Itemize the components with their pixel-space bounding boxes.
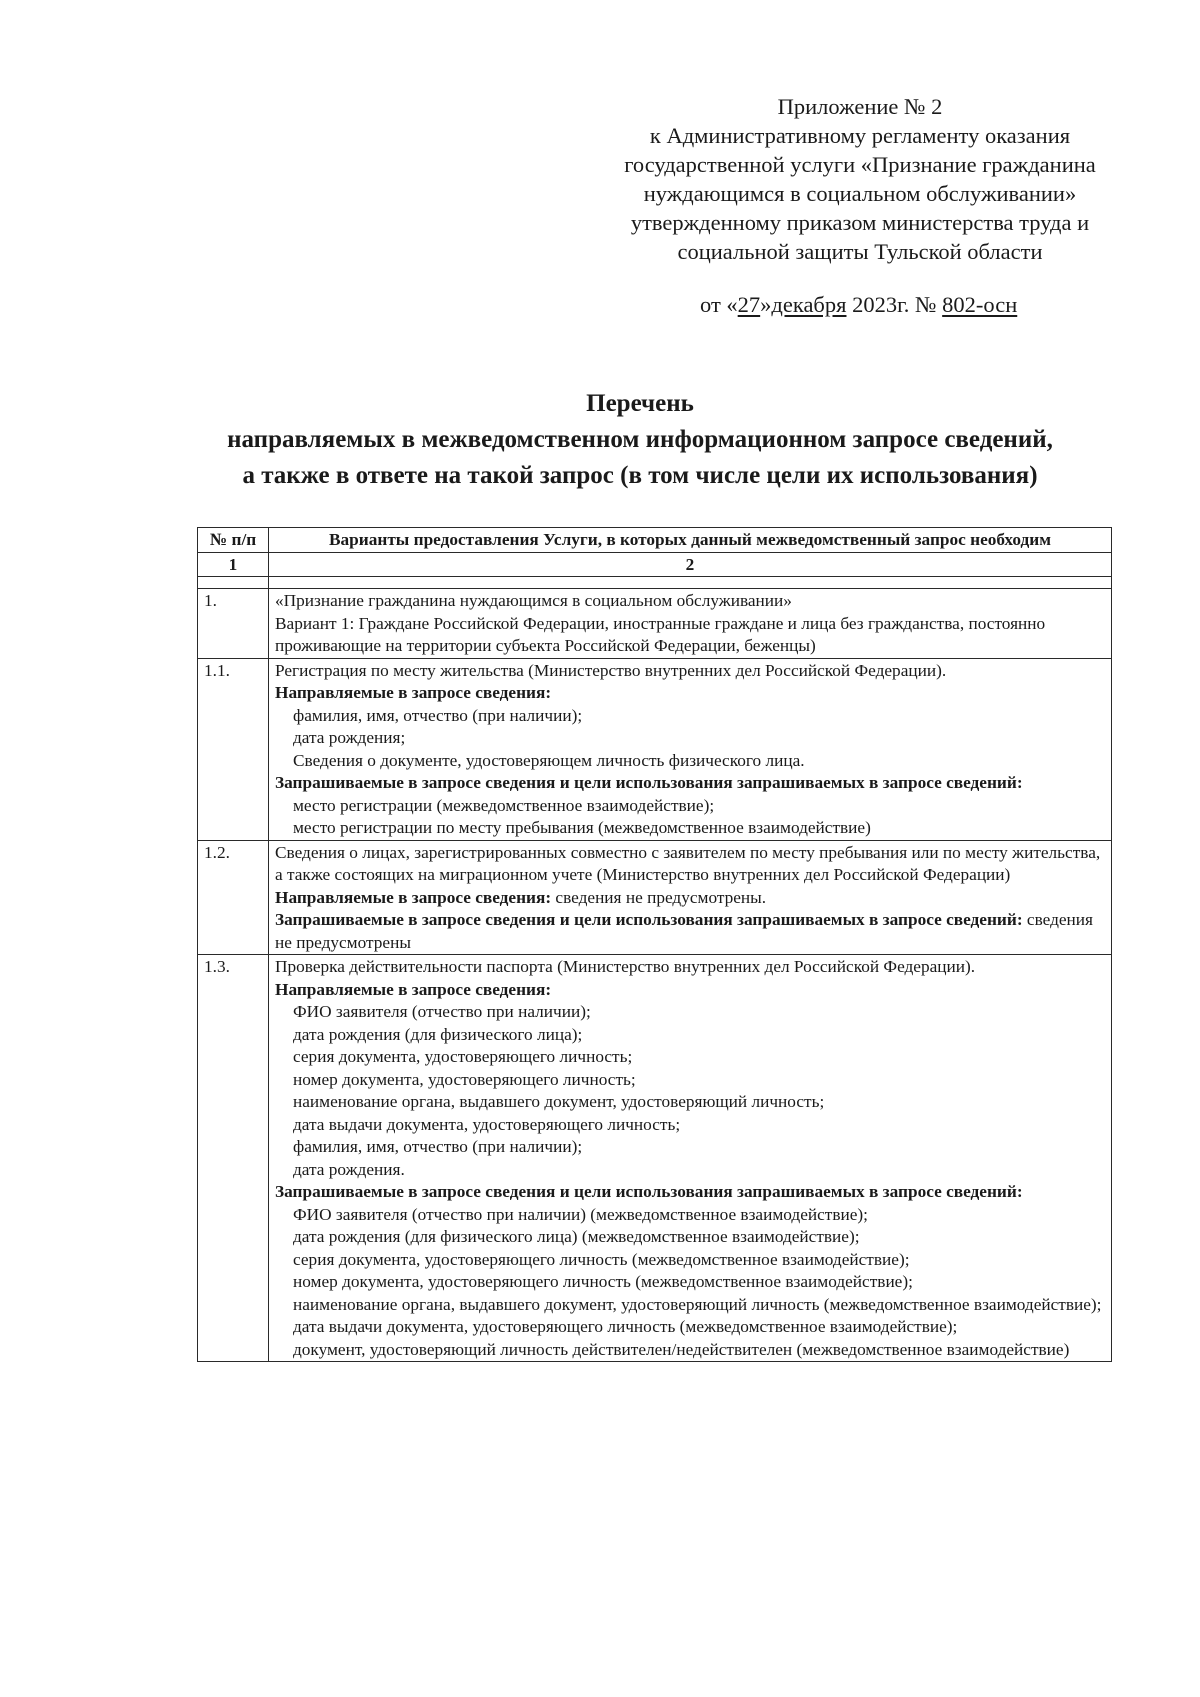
order-number: 802-осн [942, 292, 1018, 317]
requested-item: место регистрации (межведомственное взаимодействие); [293, 795, 715, 815]
row-number: 1. [198, 589, 269, 659]
numbering-col2: 2 [269, 552, 1112, 577]
sent-item: наименование органа, выдавшего документ, удостоверяющий личность; [293, 1092, 825, 1111]
appendix-line: государственной услуги «Признание гражданина [624, 152, 1096, 177]
table-spacer-row [198, 577, 1112, 589]
row-title: Сведения о лицах, зарегистрированных совместно с заявителем по месту пребывания или по месту жительства, а также состоящих на миграционном учете (Министерство внутренних дел Российской Федерации) [275, 842, 1101, 884]
appendix-line: Приложение № 2 [777, 94, 943, 119]
sent-item: фамилия, имя, отчество (при наличии); [293, 705, 583, 725]
table-row [198, 955, 1112, 1362]
row-content [269, 589, 1112, 659]
requested-line [275, 909, 1105, 954]
row-content [269, 955, 1112, 1362]
order-month: декабря [771, 292, 847, 317]
sent-label: Направляемые в запросе сведения: [275, 683, 552, 702]
header-variants: Варианты предоставления Услуги, в которых данный межведомственный запрос необходим [269, 528, 1112, 553]
appendix-block [600, 92, 1120, 266]
appendix-line: нуждающимся в социальном обслуживании» [643, 181, 1077, 206]
order-reference [700, 292, 1017, 318]
sent-item: дата рождения (для физического лица); [293, 1024, 583, 1044]
row-text: Вариант 1: Граждане Российской Федерации, иностранные граждане и лица без гражданства, постоянно проживающие на территории субъекта Российской Федерации, беженцы) [275, 613, 1046, 655]
order-day: 27 [737, 292, 761, 317]
numbering-col1: 1 [198, 552, 269, 577]
row-number: 1.3. [198, 955, 269, 1362]
requested-item: документ, удостоверяющий личность действителен/недействителен (межведомственное взаимодействие) [293, 1339, 1070, 1359]
order-mid: » [760, 292, 772, 317]
row-text: «Признание гражданина нуждающимся в социальном обслуживании» [275, 591, 792, 610]
row-content [269, 840, 1112, 955]
row-title: Регистрация по месту жительства (Министерство внутренних дел Российской Федерации). [275, 660, 947, 680]
sent-item: ФИО заявителя (отчество при наличии); [293, 1002, 591, 1021]
requests-table [197, 527, 1112, 1362]
appendix-line: социальной защиты Тульской области [677, 239, 1043, 264]
requested-label: Запрашиваемые в запросе сведения и цели использования запрашиваемых в запросе сведений: [275, 773, 1023, 792]
document-title [150, 386, 1130, 494]
header-number: № п/п [198, 528, 269, 553]
sent-item: номер документа, удостоверяющего личность; [293, 1069, 636, 1089]
title-line-2: направляемых в межведомственном информационном запросе сведений, [227, 426, 1053, 453]
requested-label: Запрашиваемые в запросе сведения и цели использования запрашиваемых в запросе сведений: [275, 1182, 1023, 1201]
table-row [198, 589, 1112, 659]
sent-label: Направляемые в запросе сведения: [275, 887, 552, 907]
requested-item: место регистрации по месту пребывания (межведомственное взаимодействие) [293, 818, 871, 837]
requested-item: ФИО заявителя (отчество при наличии) (межведомственное взаимодействие); [293, 1204, 868, 1224]
table-numbering-row [198, 552, 1112, 577]
title-line-1: Перечень [586, 390, 694, 417]
sent-line [275, 887, 1105, 910]
requested-item: наименование органа, выдавшего документ, удостоверяющий личность (межведомственное взаимодействие); [293, 1294, 1102, 1314]
title-line-3: а также в ответе на такой запрос (в том числе цели их использования) [242, 462, 1038, 489]
table-header-row [198, 528, 1112, 553]
sent-label: Направляемые в запросе сведения: [275, 979, 552, 999]
requested-item: номер документа, удостоверяющего личность (межведомственное взаимодействие); [293, 1272, 913, 1291]
row-title: Проверка действительности паспорта (Министерство внутренних дел Российской Федерации). [275, 957, 976, 976]
sent-value: сведения не предусмотрены. [551, 887, 767, 907]
table-row [198, 840, 1112, 955]
sent-item: дата выдачи документа, удостоверяющего личность; [293, 1114, 681, 1134]
requested-item: дата выдачи документа, удостоверяющего личность (межведомственное взаимодействие); [293, 1317, 958, 1336]
sent-item: фамилия, имя, отчество (при наличии); [293, 1137, 583, 1156]
sent-item: серия документа, удостоверяющего личность; [293, 1047, 633, 1066]
row-number: 1.1. [198, 658, 269, 840]
requested-label: Запрашиваемые в запросе сведения и цели использования запрашиваемых в запросе сведений: [275, 910, 1023, 929]
order-prefix: от « [700, 292, 738, 317]
appendix-line: к Административному регламенту оказания [649, 123, 1071, 148]
row-number: 1.2. [198, 840, 269, 955]
sent-item: дата рождения. [293, 1159, 405, 1179]
table-row [198, 658, 1112, 840]
appendix-line: утвержденному приказом министерства труда и [630, 210, 1090, 235]
row-content [269, 658, 1112, 840]
requested-item: серия документа, удостоверяющего личность (межведомственное взаимодействие); [293, 1249, 910, 1269]
requested-item: дата рождения (для физического лица) (межведомственное взаимодействие); [293, 1227, 860, 1246]
sent-item: дата рождения; [293, 728, 406, 747]
requested-value: сведения не предусмотрены [275, 910, 1093, 952]
sent-item: Сведения о документе, удостоверяющем личность физического лица. [293, 750, 805, 770]
order-year: 2023г. № [846, 292, 943, 317]
